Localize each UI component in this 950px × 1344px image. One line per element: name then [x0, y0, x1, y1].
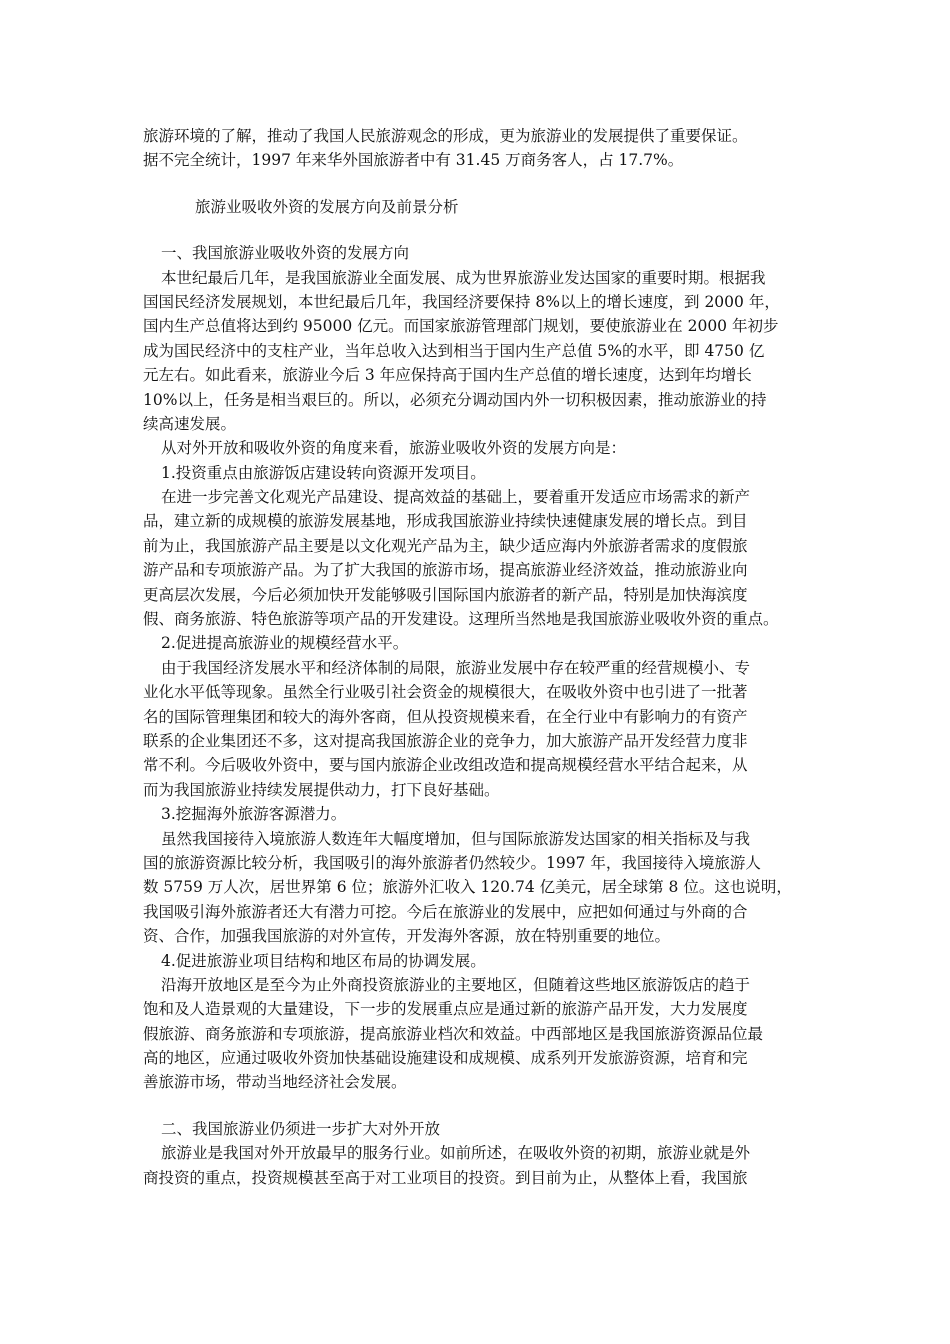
- text-line: 游产品和专项旅游产品。为了扩大我国的旅游市场，提高旅游业经济效益，推动旅游业向: [143, 561, 748, 580]
- text-line: 而为我国旅游业持续发展提供动力，打下良好基础。: [143, 780, 500, 799]
- text-line: 国的旅游资源比较分析，我国吸引的海外旅游者仍然较少。1997 年，我国接待入境旅游人: [143, 853, 761, 872]
- text-line: 在进一步完善文化观光产品建设、提高效益的基础上，要着重开发适应市场需求的新产: [161, 488, 751, 507]
- section1-paragraph-1: [143, 266, 810, 437]
- text-line: 业化水平低等现象。虽然全行业吸引社会资金的规模很大，在吸收外资中也引进了一批著: [143, 683, 748, 702]
- text-line: 联系的企业集团还不多，这对提高我国旅游企业的竞争力，加大旅游产品开发经营力度非: [143, 731, 748, 750]
- text-line: 数 5759 万人次，居世界第 6 位；旅游外汇收入 120.74 亿美元，居全球第 8 位。这也说明，: [143, 878, 792, 897]
- text-line: 国内生产总值将达到约 95000 亿元。而国家旅游管理部门规划，要使旅游业在 2000 年初步: [143, 317, 779, 336]
- text-line: 常不利。今后吸收外资中，要与国内旅游企业改组改造和提高规模经营水平结合起来，从: [143, 756, 748, 775]
- text-line: 元左右。如此看来，旅游业今后 3 年应保持高于国内生产总值的增长速度，达到年均增长: [143, 366, 752, 385]
- text-line: 沿海开放地区是至今为止外商投资旅游业的主要地区，但随着这些地区旅游饭店的趋于: [161, 975, 751, 994]
- text-line: 资、合作，加强我国旅游的对外宣传，开发海外客源，放在特别重要的地位。: [143, 927, 671, 946]
- text-line: 假旅游、商务旅游和专项旅游，提高旅游业档次和效益。中西部地区是我国旅游资源品位最: [143, 1024, 764, 1043]
- section-heading-1: 一、我国旅游业吸收外资的发展方向: [161, 244, 410, 263]
- section1-paragraph-2: [143, 436, 810, 460]
- item-paragraph-4: [143, 973, 810, 1095]
- text-line: 品，建立新的成规模的旅游发展基地，形成我国旅游业持续快速健康发展的增长点。到目: [143, 512, 748, 531]
- text-line: 饱和及人造景观的大量建设，下一步的发展重点应是通过新的旅游产品开发，大力发展度: [143, 1000, 748, 1019]
- text-line: 10%以上，任务是相当艰巨的。所以，必须充分调动国内外一切积极因素，推动旅游业的持: [143, 390, 767, 409]
- text-line: 从对外开放和吸收外资的角度来看，旅游业吸收外资的发展方向是：: [161, 439, 627, 458]
- text-line: 商投资的重点，投资规模甚至高于对工业项目的投资。到目前为止，从整体上看，我国旅: [143, 1168, 748, 1187]
- text-line: 虽然我国接待入境旅游人数连年大幅度增加，但与国际旅游发达国家的相关指标及与我: [161, 829, 751, 848]
- item-heading-2: 2.促进提高旅游业的规模经营水平。: [161, 634, 409, 653]
- item-paragraph-3: [143, 827, 810, 949]
- text-line: 更高层次发展，今后必须加快开发能够吸引国际国内旅游者的新产品，特别是加快海滨度: [143, 585, 748, 604]
- item-paragraph-2: [143, 656, 810, 802]
- intro-paragraph: [143, 124, 810, 173]
- text-line: 旅游业是我国对外开放最早的服务行业。如前所述，在吸收外资的初期，旅游业就是外: [161, 1144, 751, 1163]
- document-body: [143, 124, 810, 1190]
- item-heading-3: 3.挖掘海外旅游客源潜力。: [161, 805, 347, 824]
- section-heading-2: 二、我国旅游业仍须进一步扩大对外开放: [161, 1119, 441, 1138]
- text-line: 成为国民经济中的支柱产业，当年总收入达到相当于国内生产总值 5%的水平，即 4750 亿: [143, 341, 765, 360]
- article-title: 旅游业吸收外资的发展方向及前景分析: [195, 197, 459, 216]
- text-line: 高的地区，应通过吸收外资加快基础设施建设和成规模、成系列开发旅游资源，培育和完: [143, 1049, 748, 1068]
- text-line: 前为止，我国旅游产品主要是以文化观光产品为主，缺少适应海内外旅游者需求的度假旅: [143, 536, 748, 555]
- text-line: 善旅游市场，带动当地经济社会发展。: [143, 1073, 407, 1092]
- item-heading-1: 1.投资重点由旅游饭店建设转向资源开发项目。: [161, 463, 486, 482]
- text-line: 本世纪最后几年，是我国旅游业全面发展、成为世界旅游业发达国家的重要时期。根据我: [161, 268, 766, 287]
- section2-paragraph-1: [143, 1141, 810, 1190]
- text-line: 国国民经济发展规划，本世纪最后几年，我国经济要保持 8%以上的增长速度，到 2000 年，: [143, 292, 780, 311]
- text-line: 由于我国经济发展水平和经济体制的局限，旅游业发展中存在较严重的经营规模小、专: [161, 658, 751, 677]
- text-line: 旅游环境的了解，推动了我国人民旅游观念的形成，更为旅游业的发展提供了重要保证。: [143, 127, 748, 145]
- text-line: 续高速发展。: [143, 414, 237, 433]
- item-paragraph-1: [143, 485, 810, 631]
- text-line: 名的国际管理集团和较大的海外客商，但从投资规模来看，在全行业中有影响力的有资产: [143, 707, 748, 726]
- text-line: 据不完全统计，1997 年来华外国旅游者中有 31.45 万商务客人，占 17.7%。: [143, 151, 684, 170]
- item-heading-4: 4.促进旅游业项目结构和地区布局的协调发展。: [161, 951, 486, 970]
- text-line: 假、商务旅游、特色旅游等项产品的开发建设。这理所当然地是我国旅游业吸收外资的重点。: [143, 610, 779, 629]
- text-line: 我国吸引海外旅游者还大有潜力可挖。今后在旅游业的发展中，应把如何通过与外商的合: [143, 902, 748, 921]
